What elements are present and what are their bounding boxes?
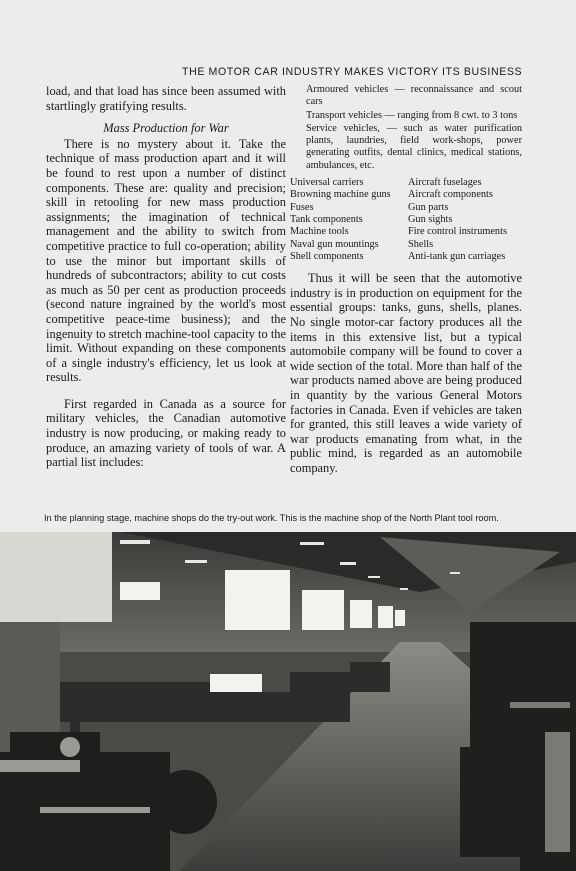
product-item: Tank components xyxy=(290,213,363,225)
left-column xyxy=(46,84,286,470)
paragraph-conclusion: Thus it will be seen that the automotive industry is in production on equipment for the essential groups: tanks, guns, shells, planes. No single motor-car factory produces all the items in this extensive list, but a typical automobile company will be found to cover a wide section of the total. More than half of the war products named above are being produced in quantity by the various General Motors factories in Canada. Even if vehicles are taken for granted, this still leaves a wide variety of war products emanating from what, in the public mind, is regarded as an automobile company. xyxy=(290,271,522,475)
vehicle-item: Service vehicles, — such as water purification plants, laundries, field work-shops, power generating outfits, dental clinics, medical stations, ambulances, etc. xyxy=(306,122,522,171)
product-item: Anti-tank gun carriages xyxy=(408,250,506,262)
product-item: Aircraft components xyxy=(408,189,493,201)
product-item: Gun sights xyxy=(408,213,453,225)
product-item: Fuses xyxy=(290,201,314,213)
product-item: Gun parts xyxy=(408,201,449,213)
product-item: Naval gun mountings xyxy=(290,238,379,250)
photo-caption: In the planning stage, machine shops do the try-out work. This is the machine shop of the North Plant tool room. xyxy=(44,513,499,523)
running-head: THE MOTOR CAR INDUSTRY MAKES VICTORY ITS BUSINESS xyxy=(182,66,523,78)
product-item: Universal carriers xyxy=(290,177,364,189)
product-item: Machine tools xyxy=(290,226,349,238)
opening-paragraph: load, and that load has since been assumed with startlingly gratifying results. xyxy=(46,84,286,113)
product-item: Browning machine guns xyxy=(290,189,391,201)
right-column xyxy=(290,84,522,475)
machine-shop-photo xyxy=(0,532,576,871)
paragraph-canada-source: First regarded in Canada as a source for military vehicles, the Canadian automotive industry is now producing, or making ready to produce, an amazing variety of tools of war. A partial list includes: xyxy=(46,396,286,470)
product-item: Shell components xyxy=(290,250,364,262)
product-item: Shells xyxy=(408,238,434,250)
vehicle-item: Transport vehicles — ranging from 8 cwt. to 3 tons xyxy=(306,109,518,121)
vehicle-item: Armoured vehicles — reconnaissance and scout cars xyxy=(306,84,522,108)
vehicle-list xyxy=(306,84,522,172)
paragraph-mass-production: There is no mystery about it. Take the technique of mass production apart and it will be found to rest upon a number of distinct components. These are: quality and precision; skill in retooling for new mass production assignments; the imagination of technical management and the ability to switch from competitive practice to full co-operation; ability to use the minor but important skills of hundreds of subcontractors; ability to cut costs as much as 50 per cent as production proceeds (second nature ingrained by the world's most competitive peace-time business); and the ingenuity to stretch machine-tool capacity to the limit. Without expanding on these components of a single industry's efficiency, let us look at results. xyxy=(46,136,286,385)
product-item: Fire control instruments xyxy=(408,226,507,238)
product-item: Aircraft fuselages xyxy=(408,177,482,189)
war-products-list xyxy=(290,177,522,263)
section-heading: Mass Production for War xyxy=(103,121,229,136)
